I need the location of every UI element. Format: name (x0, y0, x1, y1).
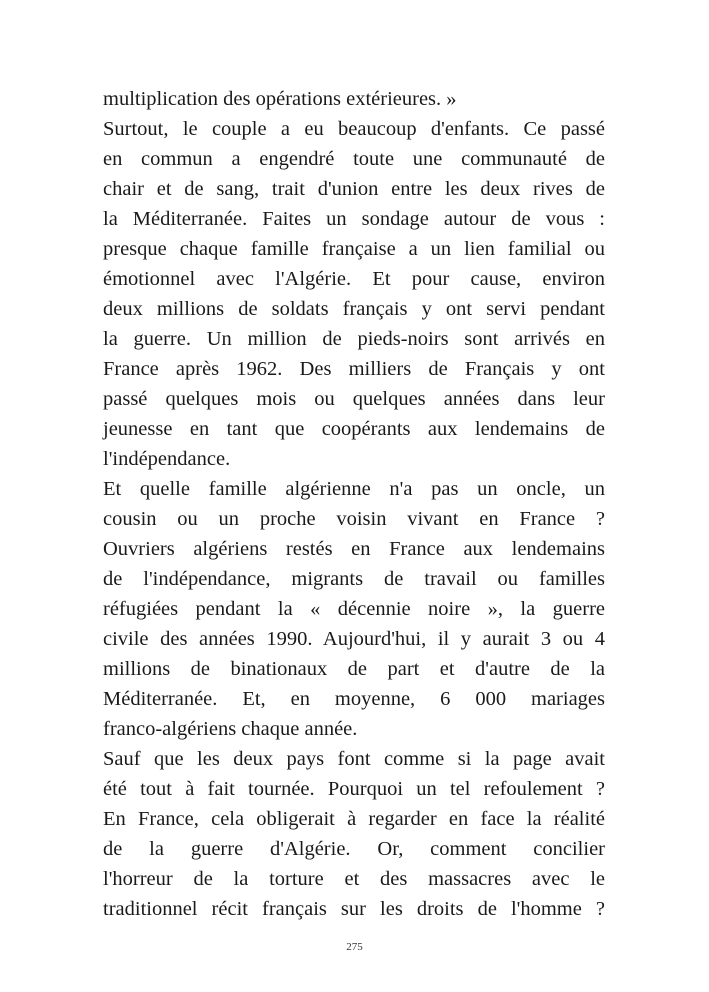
text-line: l'horreur de la torture et des massacres avec le (103, 868, 605, 890)
text-line: France après 1962. Des milliers de Français y ont (103, 358, 605, 380)
text-line: Méditerranée. Et, en moyenne, 6 000 mariages (103, 688, 605, 710)
text-line: en commun a engendré toute une communauté de (103, 148, 605, 170)
text-line: Et quelle famille algérienne n'a pas un oncle, un (103, 478, 605, 500)
text-line: cousin ou un proche voisin vivant en France ? (103, 508, 605, 530)
text-line: franco-algériens chaque année. (103, 718, 358, 740)
text-line: l'indépendance. (103, 448, 231, 470)
text-line: été tout à fait tournée. Pourquoi un tel refoulement ? (103, 778, 605, 800)
text-line: multiplication des opérations extérieures. » (103, 88, 457, 110)
page-number: 275 (346, 941, 363, 953)
text-line: jeunesse en tant que coopérants aux lendemains de (103, 418, 605, 440)
body-text (103, 84, 605, 924)
text-line: de l'indépendance, migrants de travail ou familles (103, 568, 605, 590)
text-line: En France, cela obligerait à regarder en face la réalité (103, 808, 605, 830)
text-line: Sauf que les deux pays font comme si la page avait (103, 748, 605, 770)
text-line: réfugiées pendant la « décennie noire », la guerre (103, 598, 605, 620)
text-line: presque chaque famille française a un lien familial ou (103, 238, 605, 260)
text-line: Ouvriers algériens restés en France aux lendemains (103, 538, 605, 560)
text-line: Surtout, le couple a eu beaucoup d'enfants. Ce passé (103, 118, 605, 140)
text-line: millions de binationaux de part et d'autre de la (103, 658, 605, 680)
text-line: de la guerre d'Algérie. Or, comment concilier (103, 838, 605, 860)
text-line: traditionnel récit français sur les droits de l'homme ? (103, 898, 605, 920)
text-line: la guerre. Un million de pieds-noirs sont arrivés en (103, 328, 605, 350)
text-line: chair et de sang, trait d'union entre les deux rives de (103, 178, 605, 200)
text-line: civile des années 1990. Aujourd'hui, il y aurait 3 ou 4 (103, 628, 605, 650)
text-line: la Méditerranée. Faites un sondage autour de vous : (103, 208, 605, 230)
text-line: passé quelques mois ou quelques années dans leur (103, 388, 605, 410)
text-line: émotionnel avec l'Algérie. Et pour cause, environ (103, 268, 605, 290)
text-line: deux millions de soldats français y ont servi pendant (103, 298, 605, 320)
